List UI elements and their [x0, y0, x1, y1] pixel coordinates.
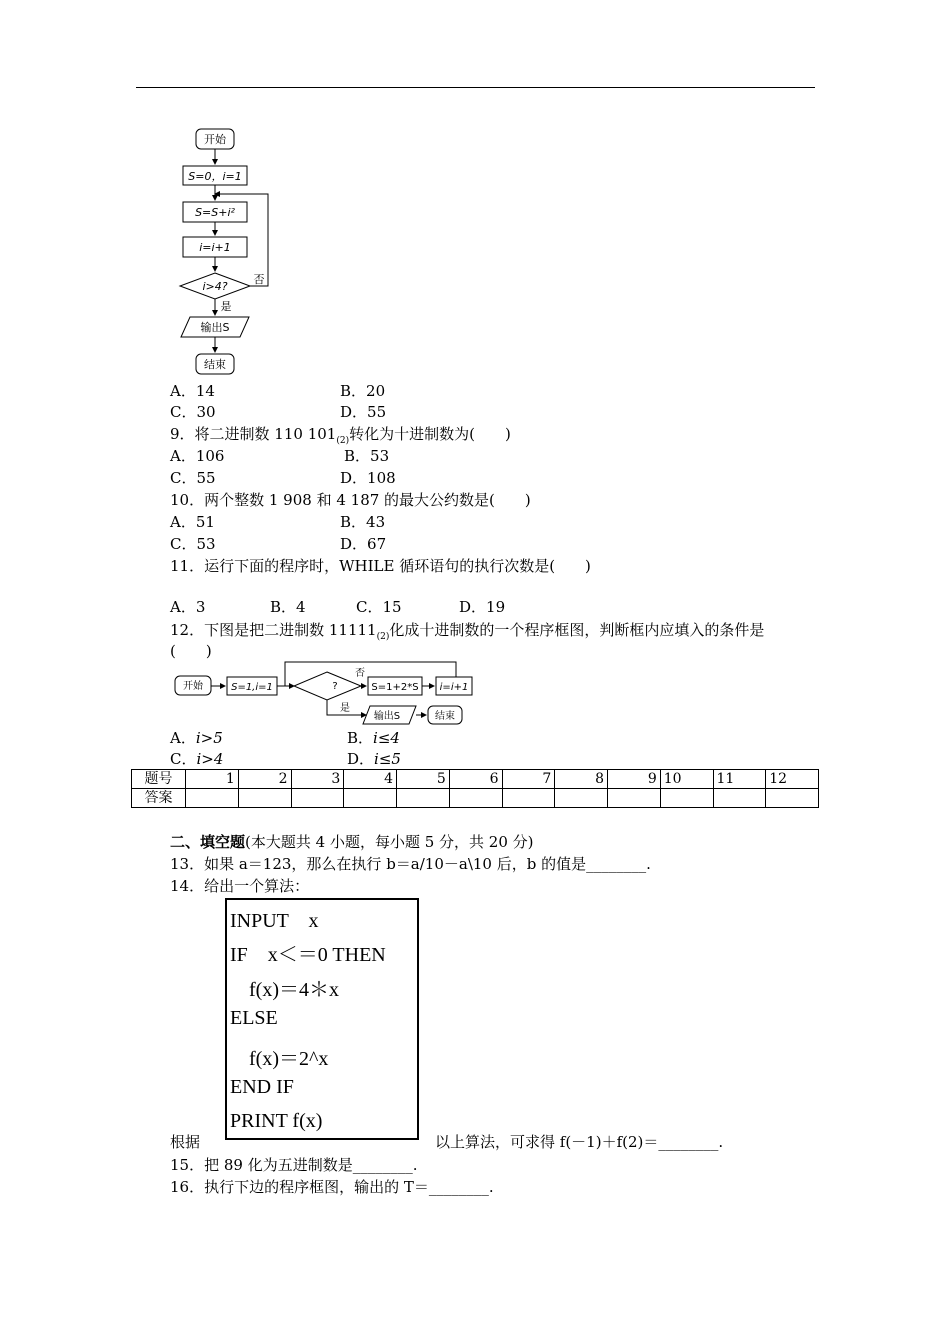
fc1-output: 输出S: [200, 321, 230, 334]
q12-stem-sub: (2): [376, 632, 390, 642]
q10-option-a: A．51: [170, 513, 215, 531]
algorithm-code-box: [225, 898, 419, 1140]
answer-table-number: 10: [660, 770, 713, 789]
q12-option-d-value: i≤5: [374, 750, 401, 768]
q9-option-a: A．106: [170, 447, 225, 465]
q11-option-a: A．3: [170, 598, 206, 616]
q12-option-a-value: i>5: [195, 729, 223, 747]
q16-text: 16．执行下边的程序框图，输出的 T＝________.: [170, 1178, 494, 1196]
answer-cell[interactable]: [397, 789, 450, 808]
fc2-start: 开始: [183, 681, 203, 692]
answer-table-number: 12: [766, 770, 819, 789]
q14-prefix: 根据: [170, 1133, 201, 1151]
answer-table-answer-row: [132, 789, 819, 808]
q9-stem-pre: 9．将二进制数 110 101: [170, 425, 337, 443]
answer-cell[interactable]: [766, 789, 819, 808]
q12-option-a: [170, 728, 223, 748]
code-line-2: IF x＜＝0 THEN: [230, 944, 386, 966]
section2-title: 二、填空题: [170, 833, 246, 851]
answer-table-row2-label: 答案: [132, 789, 186, 808]
q11-option-d: D．19: [459, 598, 506, 616]
q8-option-b: B．20: [340, 382, 386, 400]
q10-stem: 10．两个整数 1 908 和 4 187 的最大公约数是( ): [170, 491, 531, 509]
code-line-7: PRINT f(x): [230, 1110, 323, 1132]
code-line-6: END IF: [230, 1076, 294, 1098]
answer-table: [131, 769, 819, 808]
q11-stem: 11．运行下面的程序时，WHILE 循环语句的执行次数是( ): [170, 557, 591, 575]
section2-desc: (本大题共 4 小题，每小题 5 分，共 20 分): [245, 833, 534, 851]
q12-stem-line2: ( ): [170, 642, 212, 660]
answer-cell[interactable]: [555, 789, 608, 808]
q9-option-d: D．108: [340, 469, 396, 487]
q12-option-b: [347, 728, 400, 748]
header-rule: [136, 87, 815, 88]
answer-cell[interactable]: [713, 789, 766, 808]
answer-table-number-row: [132, 770, 819, 789]
fc2-cond: ?: [332, 681, 338, 692]
fc2-yes: 是: [340, 703, 350, 714]
fc1-step2: i=i+1: [199, 241, 231, 254]
q15-text: 15．把 89 化为五进制数是________.: [170, 1156, 418, 1174]
q12-option-a-label: A．: [170, 729, 196, 747]
answer-table-row1-label: 题号: [132, 770, 186, 789]
fc1-step1: S=S+i²: [195, 206, 235, 219]
q9-stem-post: 转化为十进制数为( ): [349, 425, 511, 443]
answer-table-number: 5: [397, 770, 450, 789]
q12-stem-post: 化成十进制数的一个程序框图，判断框内应填入的条件是: [389, 621, 765, 639]
q14-stem: 14．给出一个算法：: [170, 877, 310, 895]
q12-option-d-label: D．: [347, 750, 375, 768]
q12-option-c-label: C．: [170, 750, 197, 768]
fc2-step1: S=1+2*S: [371, 682, 419, 693]
answer-table-number: 3: [291, 770, 344, 789]
fc2-step2: i=i+1: [439, 682, 469, 693]
q12-option-d: [347, 749, 401, 769]
answer-table-number: 11: [713, 770, 766, 789]
answer-cell[interactable]: [660, 789, 713, 808]
fc2-output: 输出S: [373, 711, 401, 722]
answer-cell[interactable]: [291, 789, 344, 808]
answer-table-number: 7: [502, 770, 555, 789]
answer-table-number: 4: [344, 770, 397, 789]
answer-cell[interactable]: [608, 789, 661, 808]
q10-option-b: B．43: [340, 513, 386, 531]
code-line-5: f(x)＝2^x: [249, 1048, 329, 1070]
q9-option-b: B．53: [344, 447, 390, 465]
fc1-yes: 是: [220, 300, 232, 313]
flowchart-2: [170, 658, 490, 730]
q13-text: 13．如果 a＝123，那么在执行 b＝a/10－a\10 后，b 的值是________.: [170, 855, 651, 873]
fc2-end: 结束: [435, 711, 455, 722]
q14-suffix: 以上算法，可求得 f(－1)＋f(2)＝________.: [435, 1133, 724, 1151]
q12-stem: [170, 620, 764, 647]
q10-option-c: C．53: [170, 535, 216, 553]
answer-cell[interactable]: [344, 789, 397, 808]
flowchart-1: [170, 120, 290, 380]
q8-option-c: C．30: [170, 403, 216, 421]
fc1-cond: i>4?: [202, 280, 228, 293]
q8-option-a: A．14: [170, 382, 215, 400]
q12-option-b-label: B．: [347, 729, 374, 747]
answer-table-number: 2: [238, 770, 291, 789]
q12-option-b-value: i≤4: [373, 729, 400, 747]
answer-table-number: 9: [608, 770, 661, 789]
q12-option-c-value: i>4: [196, 750, 224, 768]
answer-cell[interactable]: [238, 789, 291, 808]
q11-option-c: C．15: [356, 598, 402, 616]
answer-cell[interactable]: [502, 789, 555, 808]
code-line-3: f(x)＝4＊x: [249, 979, 339, 1001]
answer-table-number: 6: [449, 770, 502, 789]
fc2-no: 否: [355, 668, 365, 679]
answer-table-number: 8: [555, 770, 608, 789]
q12-option-c: [170, 749, 223, 769]
q11-option-b: B．4: [270, 598, 306, 616]
code-line-4: ELSE: [230, 1007, 278, 1029]
fc1-end: 结束: [204, 358, 226, 371]
fc2-cond-diamond: [294, 672, 361, 700]
answer-cell[interactable]: [186, 789, 239, 808]
q8-option-d: D．55: [340, 403, 387, 421]
q12-stem-pre: 12．下图是把二进制数 11111: [170, 621, 377, 639]
q9-option-c: C．55: [170, 469, 216, 487]
q9-stem-sub: (2): [336, 436, 350, 446]
fc1-init: S=0，i=1: [188, 170, 242, 183]
code-line-1: INPUT x: [230, 910, 319, 932]
fc1-no: 否: [253, 273, 265, 286]
answer-cell[interactable]: [449, 789, 502, 808]
fc1-start: 开始: [204, 133, 226, 146]
answer-table-number: 1: [186, 770, 239, 789]
section2-heading: [170, 832, 534, 852]
q10-option-d: D．67: [340, 535, 387, 553]
fc2-init: S=1,i=1: [231, 682, 273, 693]
